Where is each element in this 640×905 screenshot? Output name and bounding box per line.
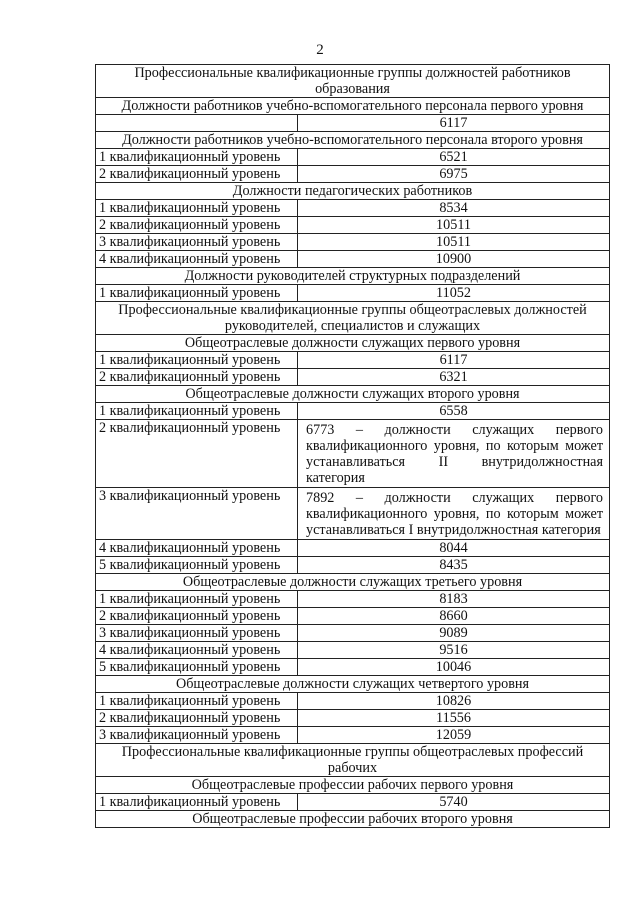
qualification-level-cell: 1 квалификационный уровень (96, 794, 298, 811)
section-title: Общеотраслевые профессии рабочих первого уровня (96, 777, 610, 794)
salary-value-cell: 10511 (298, 217, 610, 234)
salary-value-cell: 7892 – должности служащих первого квалификационного уровня, по которым может устанавливаться I внутридолжностная категория (298, 488, 610, 540)
section-title: Должности работников учебно-вспомогательного персонала первого уровня (96, 98, 610, 115)
salary-value-cell: 6975 (298, 166, 610, 183)
qualification-level-cell: 3 квалификационный уровень (96, 234, 298, 251)
section-title: Общеотраслевые должности служащих второго уровня (96, 386, 610, 403)
salary-value-cell: 9089 (298, 625, 610, 642)
section-title: Профессиональные квалификационные группы общеотраслевых профессий рабочих (96, 744, 610, 777)
table-row (96, 352, 610, 369)
table-row (96, 234, 610, 251)
section-header-row (96, 386, 610, 403)
qualification-level-cell: 2 квалификационный уровень (96, 166, 298, 183)
table-row (96, 727, 610, 744)
salary-value-cell: 8183 (298, 591, 610, 608)
section-header-row (96, 676, 610, 693)
qualification-level-cell: 4 квалификационный уровень (96, 540, 298, 557)
salary-value-cell: 10826 (298, 693, 610, 710)
salary-value-cell: 8660 (298, 608, 610, 625)
section-title: Общеотраслевые должности служащих четвертого уровня (96, 676, 610, 693)
section-title: Должности работников учебно-вспомогательного персонала второго уровня (96, 132, 610, 149)
qualification-level-cell: 5 квалификационный уровень (96, 557, 298, 574)
qualification-level-cell: 2 квалификационный уровень (96, 420, 298, 488)
salary-value-cell: 6117 (298, 115, 610, 132)
section-header-row (96, 744, 610, 777)
qualification-level-cell: 1 квалификационный уровень (96, 352, 298, 369)
qualification-level-cell: 3 квалификационный уровень (96, 625, 298, 642)
salary-value-cell: 6521 (298, 149, 610, 166)
table-row (96, 625, 610, 642)
salary-value-cell: 10900 (298, 251, 610, 268)
salary-value-cell: 10511 (298, 234, 610, 251)
qualification-level-cell: 2 квалификационный уровень (96, 369, 298, 386)
salary-value-cell: 12059 (298, 727, 610, 744)
salary-value-cell: 6117 (298, 352, 610, 369)
qualification-level-cell: 5 квалификационный уровень (96, 659, 298, 676)
qualification-level-cell: 2 квалификационный уровень (96, 608, 298, 625)
table-row (96, 369, 610, 386)
table-row (96, 166, 610, 183)
section-title: Профессиональные квалификационные группы должностей работников образования (96, 65, 610, 98)
table-row (96, 200, 610, 217)
section-header-row (96, 268, 610, 285)
section-title: Общеотраслевые должности служащих третьего уровня (96, 574, 610, 591)
table-row (96, 557, 610, 574)
table-row (96, 540, 610, 557)
section-title: Должности руководителей структурных подразделений (96, 268, 610, 285)
qualification-level-cell: 1 квалификационный уровень (96, 693, 298, 710)
table-row (96, 403, 610, 420)
table-row (96, 591, 610, 608)
table-row (96, 642, 610, 659)
salary-value-cell: 6321 (298, 369, 610, 386)
qualification-level-cell: 1 квалификационный уровень (96, 591, 298, 608)
table-row (96, 217, 610, 234)
section-header-row (96, 811, 610, 828)
section-header-row (96, 183, 610, 200)
table-row (96, 488, 610, 540)
section-header-row (96, 302, 610, 335)
qualification-level-cell: 1 квалификационный уровень (96, 285, 298, 302)
salary-value-cell: 8044 (298, 540, 610, 557)
salary-table-body (96, 65, 610, 828)
table-row (96, 420, 610, 488)
salary-value-cell: 9516 (298, 642, 610, 659)
table-row (96, 794, 610, 811)
section-header-row (96, 335, 610, 352)
section-title: Профессиональные квалификационные группы общеотраслевых должностей руководителей, специалистов и служащих (96, 302, 610, 335)
salary-value-cell: 5740 (298, 794, 610, 811)
salary-value-cell: 8534 (298, 200, 610, 217)
salary-value-cell: 8435 (298, 557, 610, 574)
table-row (96, 710, 610, 727)
section-header-row (96, 132, 610, 149)
table-row (96, 608, 610, 625)
section-header-row (96, 65, 610, 98)
page-number: 2 (316, 42, 324, 58)
table-row (96, 659, 610, 676)
section-header-row (96, 574, 610, 591)
qualification-level-cell: 4 квалификационный уровень (96, 642, 298, 659)
salary-value-cell: 10046 (298, 659, 610, 676)
qualification-level-cell (96, 115, 298, 132)
section-header-row (96, 98, 610, 115)
table-row (96, 115, 610, 132)
table-row (96, 693, 610, 710)
table-row (96, 251, 610, 268)
section-title: Общеотраслевые должности служащих первого уровня (96, 335, 610, 352)
qualification-level-cell: 1 квалификационный уровень (96, 200, 298, 217)
section-title: Общеотраслевые профессии рабочих второго уровня (96, 811, 610, 828)
table-row (96, 285, 610, 302)
table-row (96, 149, 610, 166)
qualification-level-cell: 1 квалификационный уровень (96, 403, 298, 420)
salary-value-cell: 6558 (298, 403, 610, 420)
section-header-row (96, 777, 610, 794)
salary-value-cell: 6773 – должности служащих первого квалификационного уровня, по которым может устанавливаться II внутридолжностная категория (298, 420, 610, 488)
qualification-level-cell: 3 квалификационный уровень (96, 488, 298, 540)
qualification-level-cell: 2 квалификационный уровень (96, 710, 298, 727)
qualification-level-cell: 2 квалификационный уровень (96, 217, 298, 234)
salary-value-cell: 11556 (298, 710, 610, 727)
salary-value-cell: 11052 (298, 285, 610, 302)
qualification-level-cell: 4 квалификационный уровень (96, 251, 298, 268)
salary-table (95, 64, 610, 828)
qualification-level-cell: 3 квалификационный уровень (96, 727, 298, 744)
section-title: Должности педагогических работников (96, 183, 610, 200)
qualification-level-cell: 1 квалификационный уровень (96, 149, 298, 166)
